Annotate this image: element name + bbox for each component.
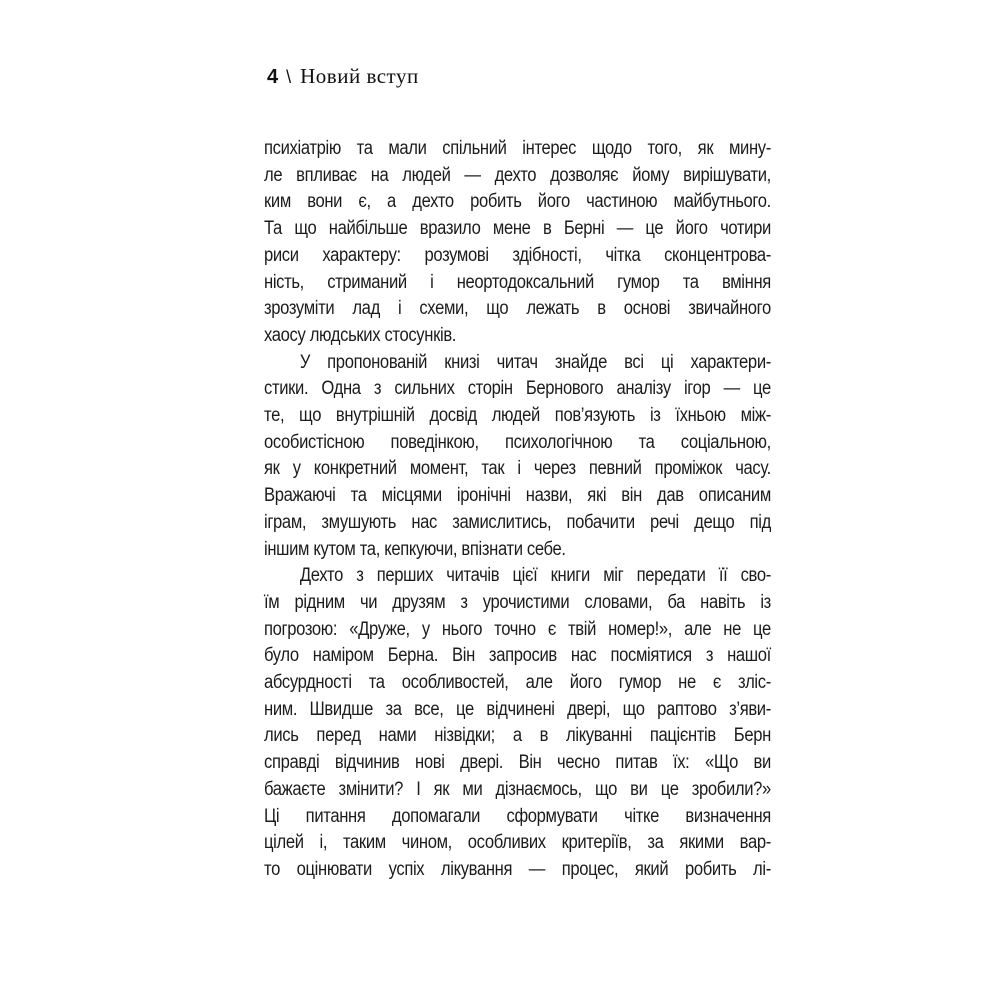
text-line: як у конкретний момент, так і через певний проміжок часу.	[264, 458, 771, 480]
text-line: ним. Швидше за все, це відчинені двері, що раптово з’яви-	[264, 698, 771, 720]
text-line: справді відчинив нові двері. Він чесно питав їх: «Що ви	[264, 752, 771, 774]
page-header	[267, 64, 419, 89]
text-line: Та що найбільше вразило мене в Берні — це його чотири	[264, 218, 771, 240]
text-line: іншим кутом та, кепкуючи, впізнати себе.	[264, 538, 566, 560]
text-line: ле впливає на людей — дехто дозволяє йому вирішувати,	[264, 164, 771, 186]
text-line: абсурдності та особливостей, але його гумор не є зліс-	[264, 672, 771, 694]
page-number: 4	[267, 66, 279, 88]
header-separator: \	[286, 67, 292, 87]
text-line: те, що внутрішній досвід людей пов’язують із їхньою між-	[264, 405, 771, 427]
text-line: ність, стриманий і неортодоксальний гумор та вміння	[264, 271, 771, 293]
text-line: погрозою: «Друже, у нього точно є твій номер!», але не це	[264, 618, 771, 640]
section-title: Новий вступ	[300, 64, 419, 88]
text-line: стики. Одна з сильних сторін Бернового аналізу ігор — це	[264, 378, 771, 400]
text-line: ким вони є, а дехто робить його частиною майбутнього.	[264, 191, 771, 213]
paragraph	[264, 136, 771, 350]
text-line: психіатрію та мали спільний інтерес щодо того, як мину-	[264, 138, 771, 159]
paragraph	[264, 350, 771, 564]
text-line: то оцінювати успіх лікування — процес, який робить лі-	[264, 858, 771, 880]
text-line: риси характеру: розумові здібності, чітка сконцентрова-	[264, 244, 771, 266]
text-line: хаосу людських стосунків.	[264, 324, 457, 346]
text-line: Дехто з перших читачів цієї книги міг передати її сво-	[299, 565, 771, 587]
paragraph	[264, 563, 771, 883]
body-text	[264, 136, 771, 884]
text-line: Ці питання допомагали сформувати чітке визначення	[264, 805, 771, 827]
text-line: іграм, змушують нас замислитись, побачити речі дещо під	[264, 511, 771, 533]
text-line: цілей і, таким чином, особливих критеріїв, за якими вар-	[264, 832, 771, 854]
text-line: У пропонованій книзі читач знайде всі ці характери-	[299, 351, 771, 373]
text-line: Вражаючі та місцями іронічні назви, які він дав описаним	[264, 485, 771, 507]
text-line: їм рідним чи друзям з урочистими словами, ба навіть із	[264, 591, 771, 613]
text-line: зрозуміти лад і схеми, що лежать в основі звичайного	[264, 298, 771, 320]
text-line: було наміром Берна. Він запросив нас посміятися з нашої	[264, 645, 771, 667]
text-line: лись перед нами нізвідки; а в лікуванні пацієнтів Берн	[264, 725, 771, 747]
text-line: бажаєте змінити? І як ми дізнаємось, що ви це зробили?»	[264, 778, 771, 800]
text-line: особистісною поведінкою, психологічною та соціальною,	[264, 431, 771, 453]
